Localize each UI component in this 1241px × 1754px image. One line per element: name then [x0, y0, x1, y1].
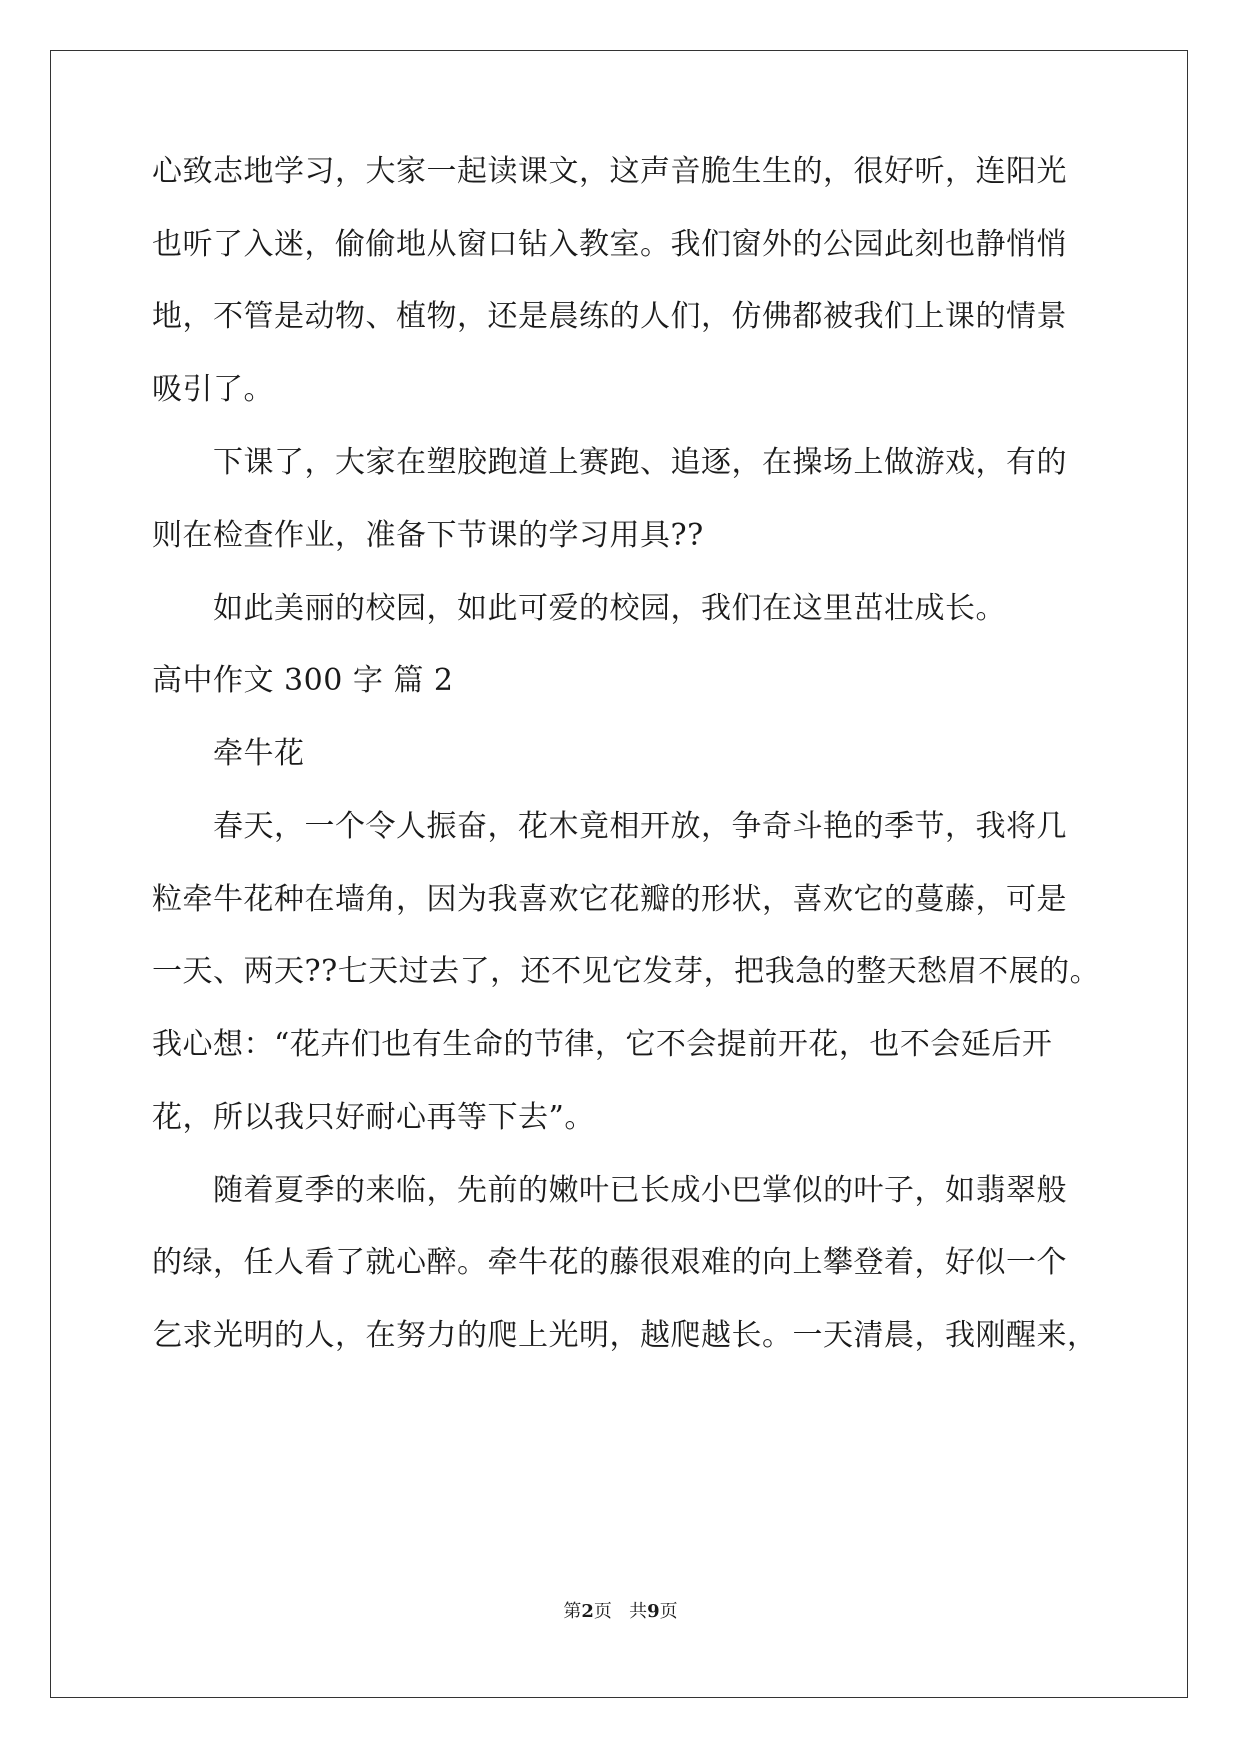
paragraph-line: 地，不管是动物、植物，还是晨练的人们，仿佛都被我们上课的情景 — [152, 299, 1067, 334]
footer-total-prefix: 共 — [629, 1601, 648, 1622]
paragraph-line: 吸引了。 — [152, 372, 274, 407]
essay-title: 牵牛花 — [213, 736, 305, 771]
footer-page-unit: 页 — [593, 1601, 612, 1622]
paragraph-line: 春天，一个令人振奋，花木竟相开放，争奇斗艳的季节，我将几 — [213, 809, 1067, 844]
paragraph-line: 乞求光明的人，在努力的爬上光明，越爬越长。一天清晨，我刚醒来， — [152, 1318, 1098, 1353]
paragraph-line: 也听了入迷，偷偷地从窗口钻入教室。我们窗外的公园此刻也静悄悄 — [152, 227, 1067, 262]
paragraph-line: 粒牵牛花种在墙角，因为我喜欢它花瓣的形状，喜欢它的蔓藤，可是 — [152, 882, 1067, 917]
paragraph-line: 的绿，任人看了就心醉。牵牛花的藤很艰难的向上攀登着，好似一个 — [152, 1245, 1067, 1280]
footer-current-page: 2 — [581, 1601, 594, 1622]
paragraph-line: 下课了，大家在塑胶跑道上赛跑、追逐，在操场上做游戏，有的 — [213, 445, 1067, 480]
section-heading: 高中作文 300 字 篇 2 — [152, 663, 454, 698]
page-footer — [0, 1600, 1241, 1624]
paragraph-line: 如此美丽的校园，如此可爱的校园，我们在这里茁壮成长。 — [213, 591, 1006, 626]
paragraph-line: 花，所以我只好耐心再等下去”。 — [152, 1100, 595, 1135]
paragraph-line: 则在检查作业，准备下节课的学习用具?? — [152, 518, 704, 553]
footer-total-unit: 页 — [659, 1601, 678, 1622]
paragraph-line: 心致志地学习，大家一起读课文，这声音脆生生的，很好听，连阳光 — [152, 154, 1067, 189]
footer-prefix: 第 — [563, 1601, 582, 1622]
paragraph-line: 一天、两天??七天过去了，还不见它发芽，把我急的整天愁眉不展的。 — [152, 954, 1101, 989]
footer-total-pages: 9 — [647, 1601, 660, 1622]
paragraph-line: 我心想：“花卉们也有生命的节律，它不会提前开花，也不会延后开 — [152, 1027, 1053, 1062]
paragraph-line: 随着夏季的来临，先前的嫩叶已长成小巴掌似的叶子，如翡翠般 — [213, 1173, 1067, 1208]
